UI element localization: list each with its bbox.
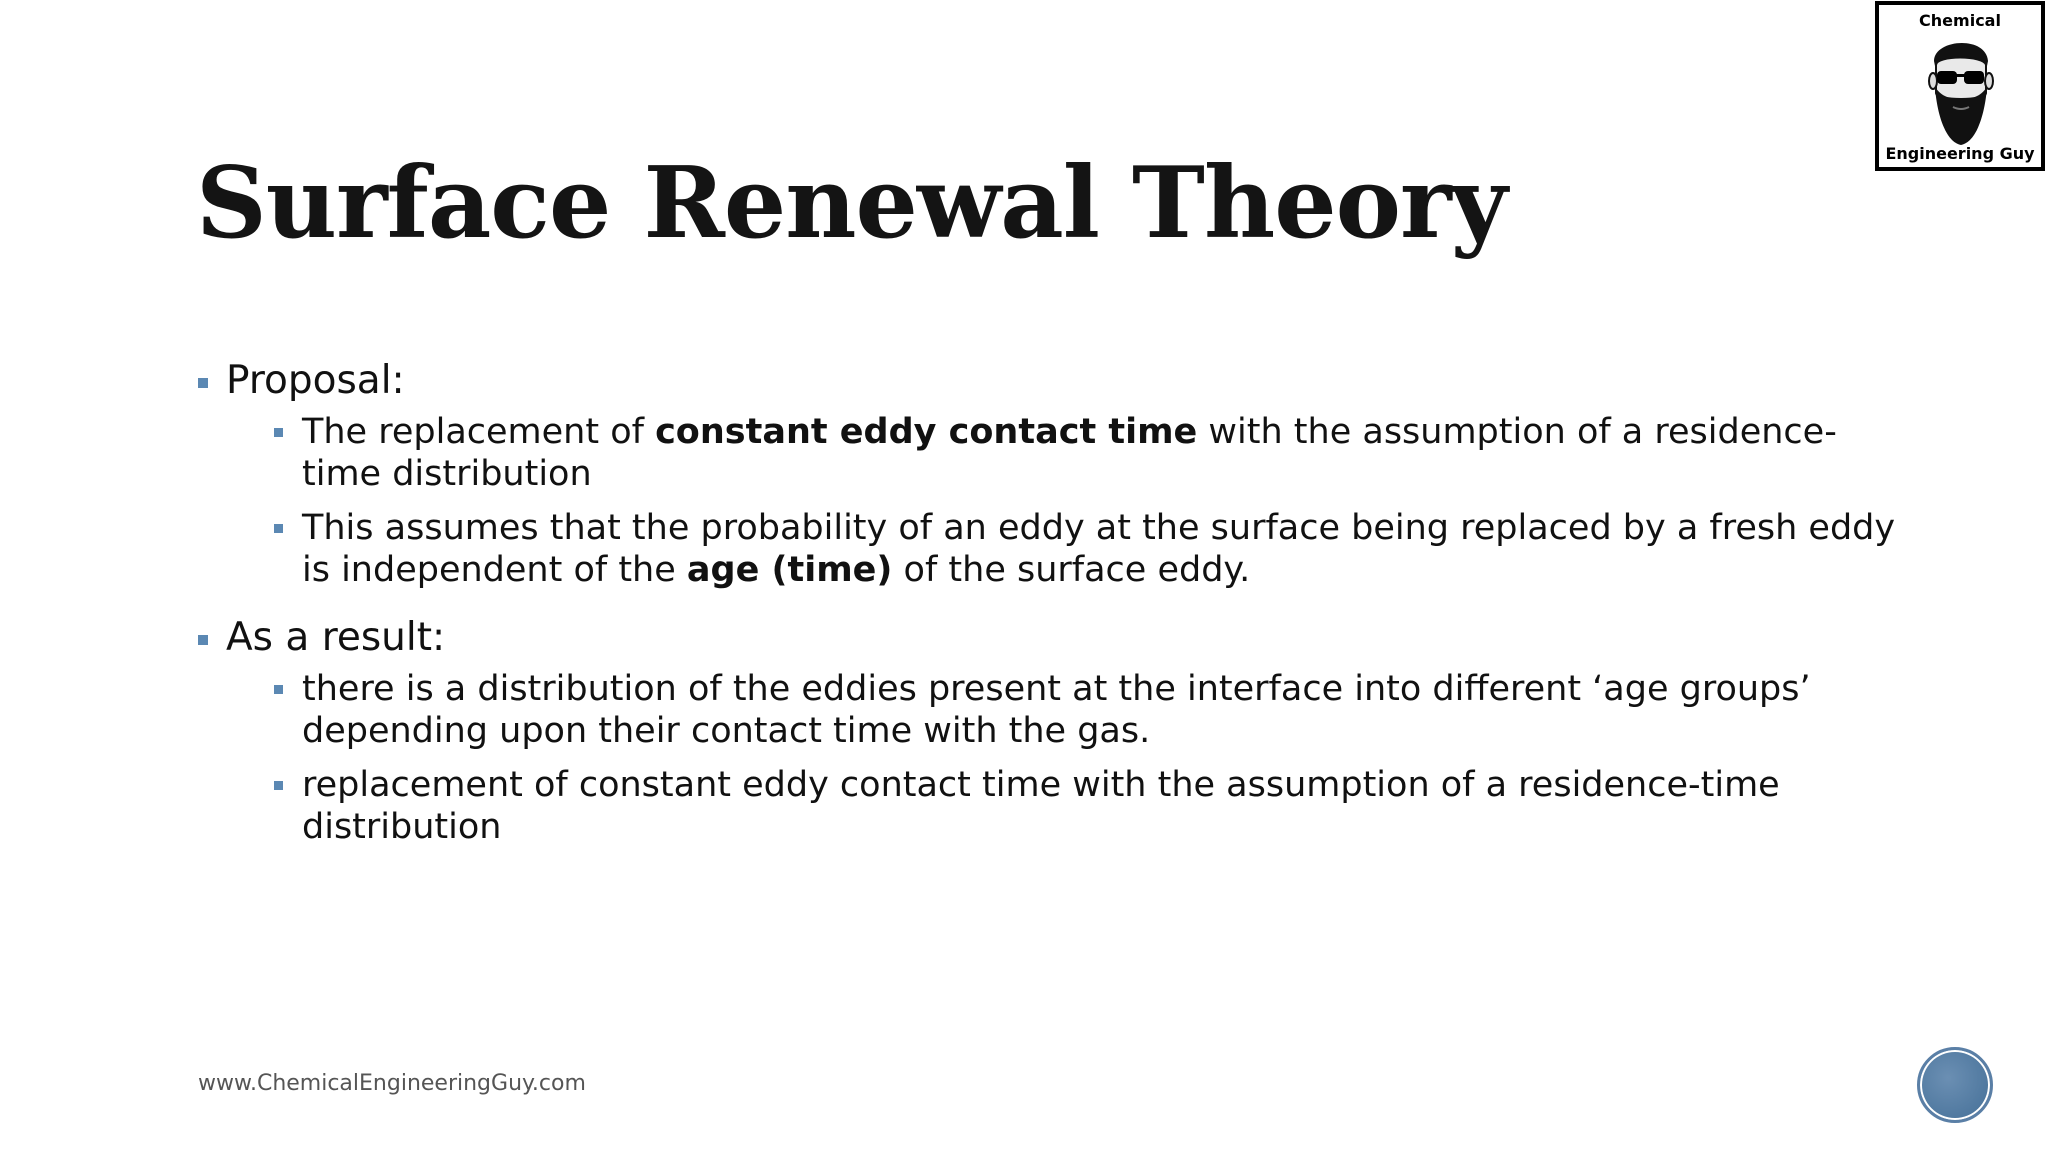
footer-website-link[interactable]: www.ChemicalEngineeringGuy.com [198,1071,586,1096]
slide-title: Surface Renewal Theory [196,146,1507,261]
bearded-man-sunglasses-icon [1924,31,1996,149]
logo-bottom-text: Engineering Guy [1885,144,2035,163]
sub-bullet-text: The replacement of [302,411,656,452]
sub-bullet-item [226,668,1896,752]
logo-top-text: Chemical [1919,11,2001,30]
square-bullet-icon [274,685,283,694]
sub-bullet-bold-text: constant eddy contact time [655,411,1198,452]
square-bullet-icon [274,524,283,533]
bullet-list [196,358,1896,860]
bullet-as-a-result [196,615,1896,848]
sub-bullet-text: replacement of constant eddy contact time with the assumption of a residence-time distribution [302,764,1780,847]
square-bullet-icon [274,428,283,437]
sub-bullet-text: with the assumption of a residence-time distribution [302,411,1837,494]
sub-bullet-item [226,507,1896,591]
sub-bullet-bold-text: age (time) [686,549,893,590]
square-bullet-icon [198,378,208,388]
bullet-label: Proposal: [226,358,405,403]
sub-bullet-text: there is a distribution of the eddies present at the interface into different ‘age groups’ depending upon their contact time with the gas. [302,668,1811,751]
bullet-label: As a result: [226,614,446,660]
square-bullet-icon [198,635,208,645]
channel-logo[interactable] [1875,1,2045,171]
sub-bullet-list [226,668,1896,848]
square-bullet-icon [274,781,283,790]
bullet-proposal [196,358,1896,591]
sub-bullet-list [226,411,1896,591]
sub-bullet-item [226,411,1896,495]
page-indicator-circle [1917,1047,1993,1123]
sub-bullet-item [226,764,1896,848]
sub-bullet-text: of the surface eddy. [892,549,1251,590]
sub-bullet-text: This assumes that the probability of an eddy at the surface being replaced by a fresh eddy is independent of the [302,507,1896,590]
